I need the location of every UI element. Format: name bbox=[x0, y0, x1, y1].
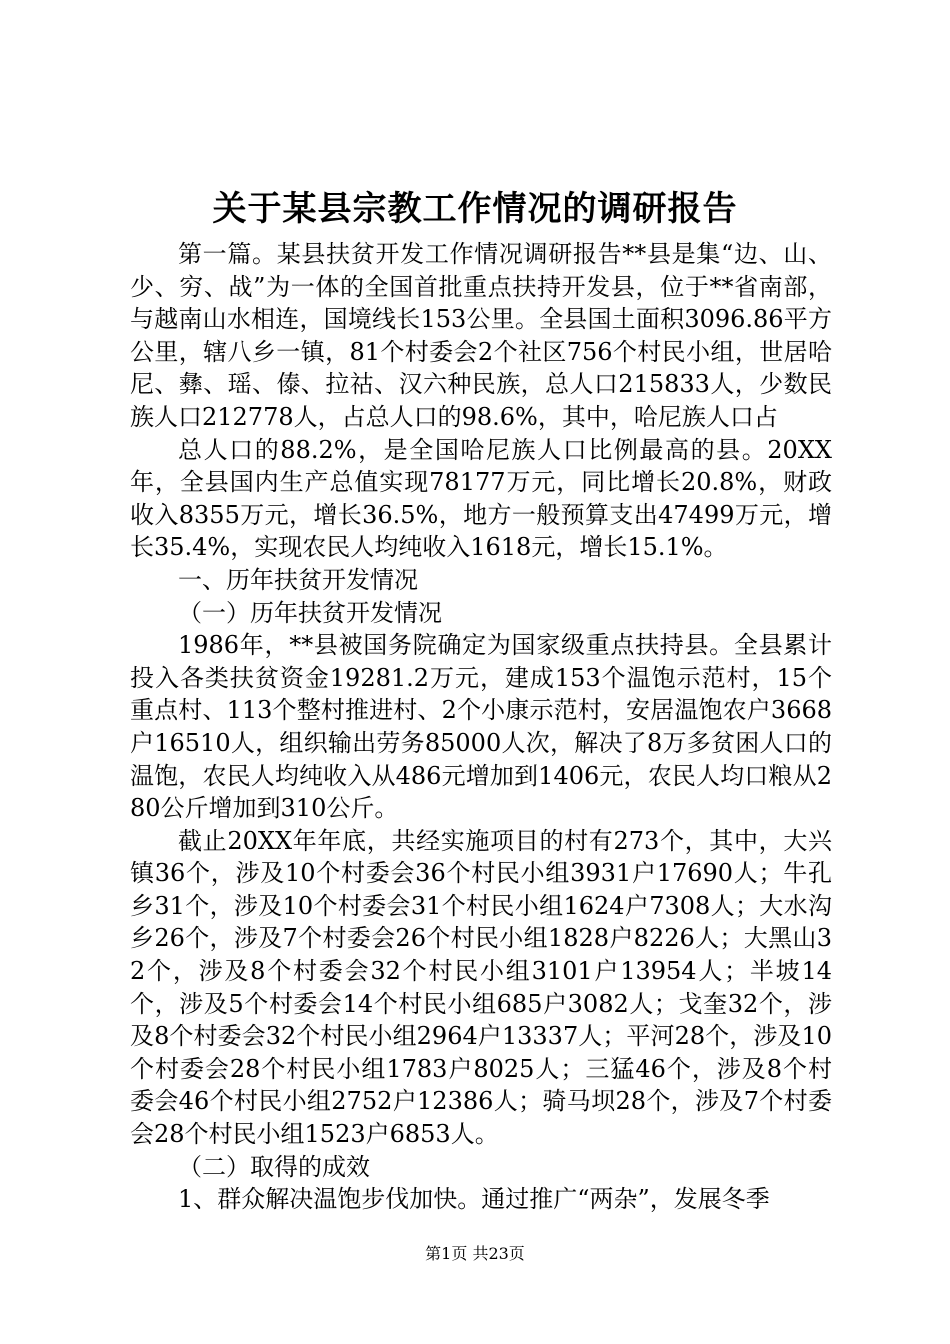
paragraph-economy: 总人口的88.2%，是全国哈尼族人口比例最高的县。20XX年，全县国内生产总值实现78177万元，同比增长20.8%，财政收入8355万元，增长36.5%，地方一般预算支出47499万元，增长35.4%，实现农民人均纯收入1618元，增长15.1%。 bbox=[130, 435, 832, 562]
document-title: 关于某县宗教工作情况的调研报告 bbox=[212, 189, 738, 229]
paragraph-intro: 第一篇。某县扶贫开发工作情况调研报告**县是集“边、山、少、穷、战”为一体的全国首批重点扶持开发县，位于**省南部，与越南山水相连，国境线长153公里。全县国土面积3096.86平方公里，辖八乡一镇，81个村委会2个社区756个村民小组，世居哈尼、彝、瑶、傣、拉祜、汉六种民族，总人口215833人，少数民族人口212778人，占总人口的98.6%，其中，哈尼族人口占 bbox=[130, 240, 832, 431]
subsection-heading-2: （二）取得的成效 bbox=[178, 1152, 370, 1181]
paragraph-history: 1986年，**县被国务院确定为国家级重点扶持县。全县累计投入各类扶贫资金19281.2万元，建成153个温饱示范村，15个重点村、113个整村推进村、2个小康示范村，安居温饱农户3668户16510人，组织输出劳务85000人次，解决了8万多贫困人口的温饱，农民人均纯收入从486元增加到1406元，农民人均口粮从280公斤增加到310公斤。 bbox=[130, 631, 832, 823]
paragraph-results: 1、群众解决温饱步伐加快。通过推广“两杂”，发展冬季 bbox=[178, 1185, 770, 1214]
paragraph-villages: 截止20XX年年底，共经实施项目的村有273个，其中，大兴镇36个，涉及10个村委会36个村民小组3931户17690人；牛孔乡31个，涉及10个村委会31个村民小组1624户7308人；大水沟乡26个，涉及7个村委会26个村民小组1828户8226人；大黑山32个，涉及8个村委会32个村民小组3101户13954人；半坡14个，涉及5个村委会14个村民小组685户3082人；戈奎32个，涉及8个村委会32个村民小组2964户13337人；平河28个，涉及10个村委会28个村民小组1783户8025人；三猛46个，涉及8个村委会46个村民小组2752户12386人；骑马坝28个，涉及7个村委会28个村民小组1523户6853人。 bbox=[130, 826, 832, 1149]
subsection-heading-1: （一）历年扶贫开发情况 bbox=[178, 598, 442, 627]
document-body bbox=[130, 238, 832, 1216]
page-footer: 第1页 共23页 bbox=[425, 1244, 525, 1263]
section-heading-1: 一、历年扶贫开发情况 bbox=[178, 565, 418, 594]
